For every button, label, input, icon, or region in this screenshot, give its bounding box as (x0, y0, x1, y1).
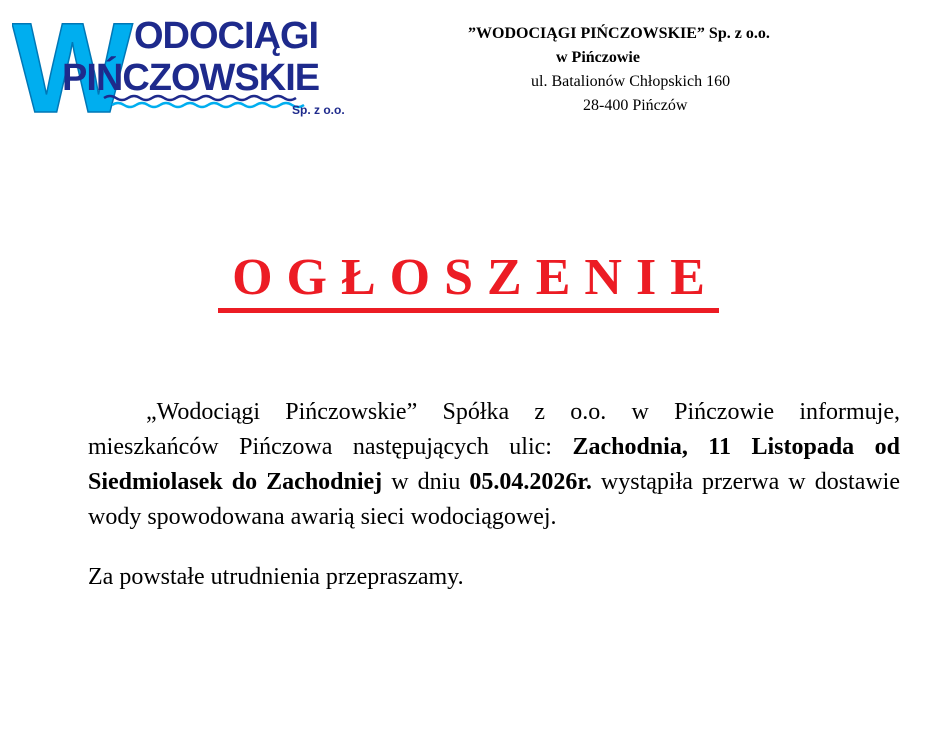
company-postal: 28-400 Pińczów (583, 97, 688, 114)
logo-graphic (12, 8, 372, 120)
company-address (440, 22, 840, 118)
closing-sentence: Za powstałe utrudnienia przepraszamy. (88, 564, 464, 590)
company-name: ”WODOCIĄGI PIŃCZOWSKIE” Sp. z o.o. (468, 25, 770, 42)
logo-line2: PIŃCZOWSKIE (62, 57, 320, 99)
announcement-date: 05.04.2026r. (469, 469, 592, 495)
company-street: ul. Batalionów Chłopskich 160 (531, 73, 731, 90)
logo-big-letter: W (12, 8, 133, 120)
company-city: w Pińczowie (556, 49, 640, 66)
announcement-outro: wystąpiła przerwa w dostawie wody spowodowana awarią sieci wodociągowej. (88, 469, 901, 530)
announcement-title: OGŁOSZENIE (218, 248, 719, 313)
announcement-intro: „Wodociągi Pińczowskie” Spółka z o.o. w Pińczowie informuje, mieszkańców Pińczowa następujących ulic: (88, 399, 900, 460)
announcement-title-block (0, 248, 937, 313)
company-logo (12, 8, 372, 120)
announcement-paragraph (88, 395, 900, 535)
logo-wave-2 (112, 103, 304, 107)
logo-suffix: Sp. z o.o. (292, 103, 345, 117)
logo-line1: ODOCIĄGI (134, 15, 319, 57)
announcement-date-prefix: w dniu (382, 469, 470, 495)
announcement-streets: Zachodnia, 11 Listopada od Siedmiolasek do Zachodniej (88, 434, 900, 495)
announcement-body (88, 395, 900, 535)
